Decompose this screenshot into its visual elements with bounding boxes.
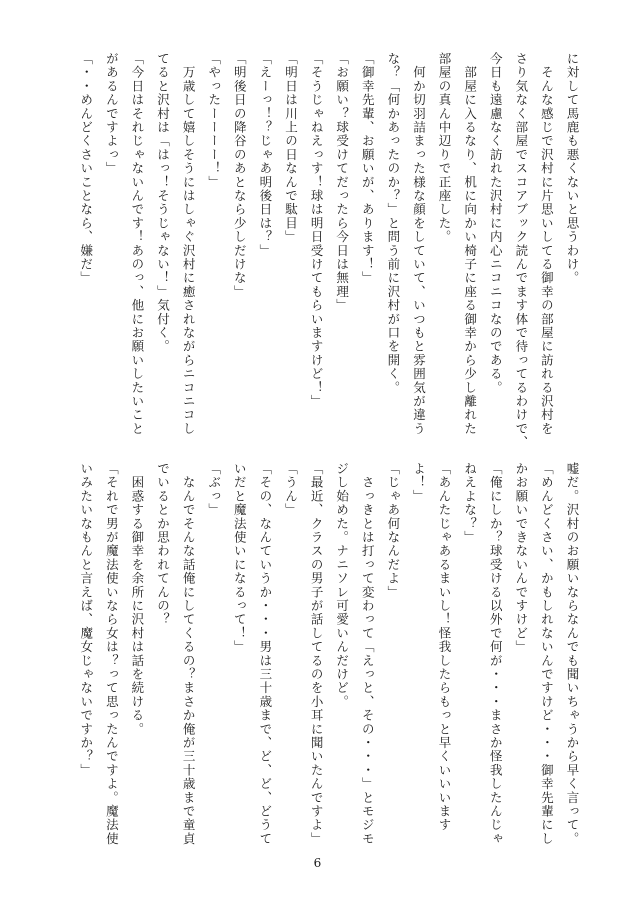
text-line: 「ぶっ」 [206, 462, 222, 517]
text-line: 万歳して嬉しそうにはしゃぐ沢村に癒されながらニコニコし [181, 52, 197, 436]
text-line: 困惑する御幸を余所に沢村は話を続ける。 [129, 462, 145, 736]
text-line: に対して馬鹿も悪くないと思うわけ。 [565, 52, 580, 285]
text-line: 嘘だ。沢村のお願いならなんでも聞いちゃうから早く言って。 [565, 462, 580, 846]
text-line: なんでそんな話俺にしてくるの？まさか俺が三十歳まで童貞 [181, 462, 197, 846]
text-block-bottom [73, 462, 585, 846]
text-line: 「・・めんどくさいことなら、嫌だ」 [78, 52, 94, 285]
text-line: 「お願い？球受けてだったら今日は無理」 [334, 52, 350, 313]
text-line: 「明後日の降谷のあとなら少しだけな」 [232, 52, 248, 299]
text-line: でいるとか思われてんの？ [155, 462, 171, 627]
text-line: いみたいなもんと言えば、魔女じゃないですか？」 [78, 462, 94, 778]
text-line: さっきとは打って変わって「えっと、その・・・」とモジモ [360, 462, 376, 846]
text-line: 「そうじゃねえっす！球は明日受けてもらいますけど！」 [309, 52, 325, 409]
text-line: 「最近、クラスの男子が話してるのを小耳に聞いたんですよ」 [309, 462, 325, 846]
text-line: 部屋の真ん中辺りで正座した。 [437, 52, 453, 244]
page-number: 6 [313, 856, 322, 870]
text-line: があるんですよっ」 [104, 52, 120, 176]
text-line: 「それで男が魔法使いなら女は？って思ったんですよ。魔法使 [104, 462, 120, 846]
text-line: てると沢村は「はっ！そうじゃない！」気付く。 [155, 52, 171, 354]
text-line: 「今日はそれじゃないんです！あのっ、他にお願いしたいこと [129, 52, 145, 436]
text-line: 「あんたじゃあるまいし！怪我したらもっと早くいいいます [437, 462, 453, 832]
text-line: 「やったーーーー！」 [206, 52, 222, 189]
text-line: いだと魔法使いになるって！」 [232, 462, 248, 654]
text-line: 「その、なんていうか・・・男は三十歳まで、ど、ど、どうて [257, 462, 273, 846]
text-line: ジし始めた。ナニソレ可愛いんだけど。 [334, 462, 350, 709]
text-line: 「めんどくさい、かもしれないんですけど・・・御幸先輩にし [539, 462, 555, 846]
text-line: 部屋に入るなり、机に向かい椅子に座る御幸から少し離れた [462, 52, 478, 436]
text-line: かお願いできないんですけど」 [513, 462, 529, 654]
text-line: ねえよな？」 [462, 462, 478, 545]
text-line: そんな感じで沢村に片思いしてる御幸の部屋に訪れる沢村を [539, 52, 555, 436]
text-line: 「うん」 [283, 462, 299, 517]
text-line: よ！」 [411, 462, 427, 504]
text-block-top [73, 52, 585, 450]
text-line: 「御幸先輩、お願いが、あります！」 [360, 52, 376, 285]
text-line: な？「何かあったのか？」と問う前に沢村が口を開く。 [385, 52, 401, 395]
text-line: 「俺にしか？球受ける以外で何が・・・まさか怪我したんじゃ [488, 462, 504, 846]
text-line: 「じゃあ何なんだよ」 [385, 462, 401, 599]
text-line: 「えーっ！？じゃあ明後日は？」 [257, 52, 273, 258]
text-line: 何か切羽詰まった様な顔をしていて、いつもと雰囲気が違う [411, 52, 427, 436]
text-line: 「明日は川上の日なんで駄目」 [283, 52, 299, 244]
text-line: さり気なく部屋でスコアブック読んでます体で待ってるわけで、 [513, 52, 529, 450]
text-line: 今日も遠慮なく訪れた沢村に内心ニコニコなのである。 [488, 52, 504, 395]
